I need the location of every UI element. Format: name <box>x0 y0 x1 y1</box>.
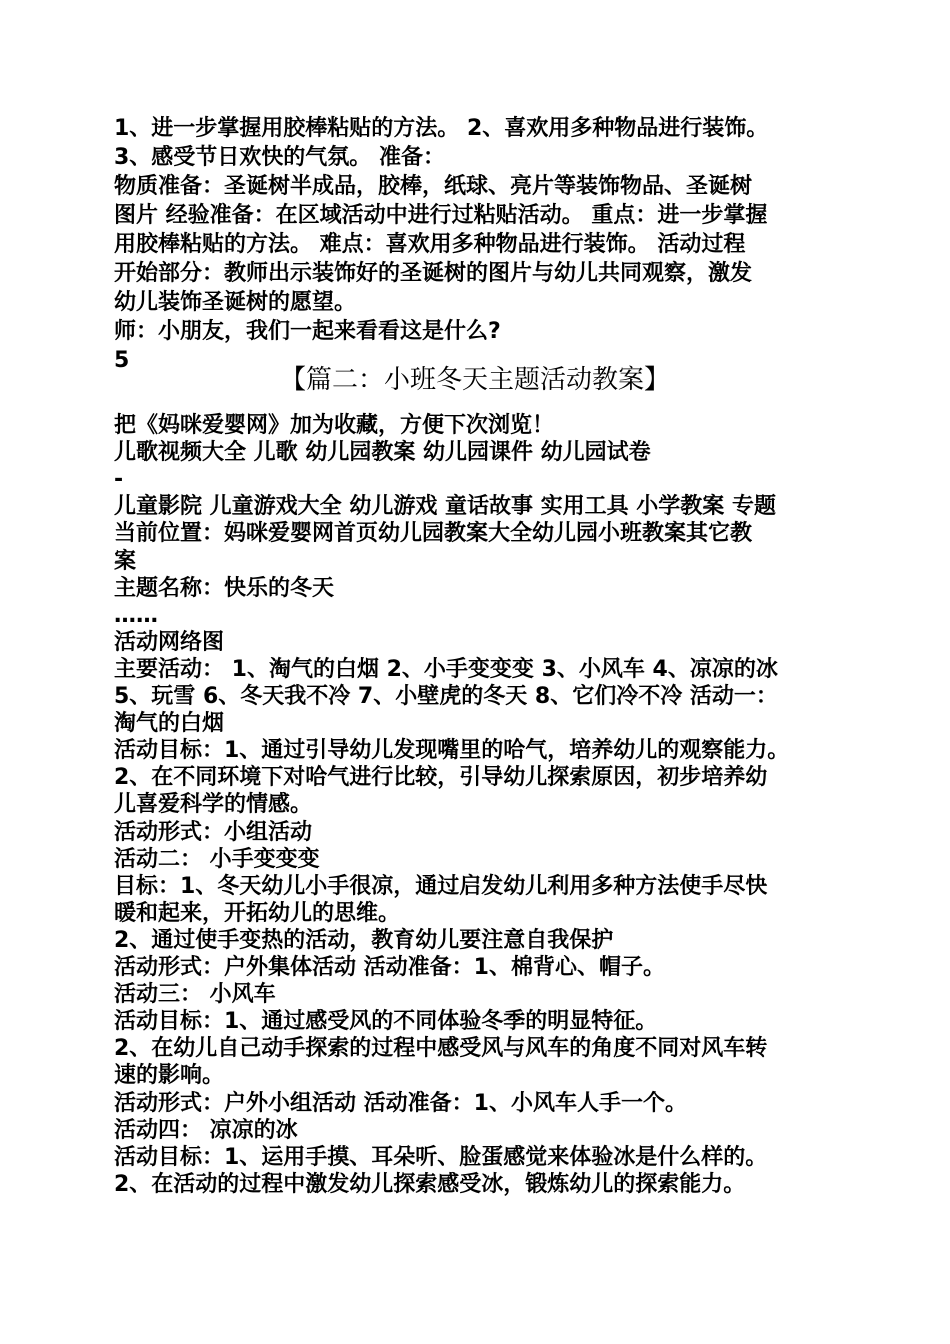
text-line: 活动三： 小风车 <box>114 982 276 1008</box>
text-line: 5、玩雪 6、冬天我不冷 7、小壁虎的冬天 8、它们冷不冷 活动一： <box>114 684 778 709</box>
text-line: 暖和起来，开拓幼儿的思维。 <box>114 900 401 926</box>
text-line: 速的影响。 <box>114 1063 225 1089</box>
text-line: 活动目标：1、通过引导幼儿发现嘴里的哈气，培养幼儿的观察能力。 <box>114 738 790 764</box>
text-line: 3、感受节日欢快的气氛。 准备： <box>114 145 445 170</box>
text-line: 主要活动： 1、淘气的白烟 2、小手变变变 3、小风车 4、凉凉的冰 <box>114 656 778 682</box>
text-line: 儿喜爱科学的情感。 <box>114 792 313 818</box>
text-line: 主题名称：快乐的冬天 <box>114 575 335 601</box>
text-line: 活动二： 小手变变变 <box>114 846 320 872</box>
text-line: 2、通过使手变热的活动，教育幼儿要注意自我保护 <box>114 927 614 953</box>
text-line: 活动目标：1、运用手摸、耳朵听、脸蛋感觉来体验冰是什么样的。 <box>114 1144 768 1170</box>
text-line: 师：小朋友，我们一起来看看这是什么? <box>114 319 501 344</box>
text-line: 淘气的白烟 <box>114 711 225 737</box>
text-line: 2、在不同环境下对哈气进行比较，引导幼儿探索原因，初步培养幼 <box>114 765 768 791</box>
text-line: 活动形式：户外集体活动 活动准备：1、棉背心、帽子。 <box>114 955 665 980</box>
text-line: 物质准备：圣诞树半成品，胶棒，纸球、亮片等装饰物品、圣诞树 <box>114 174 753 199</box>
text-line: 活动形式：户外小组活动 活动准备：1、小风车人手一个。 <box>114 1090 687 1116</box>
text-line: 1、进一步掌握用胶棒粘贴的方法。 2、喜欢用多种物品进行装饰。 <box>114 116 769 141</box>
text-line: 图片 经验准备：在区域活动中进行过粘贴活动。 重点：进一步掌握 <box>114 203 768 228</box>
text-line: 把《妈咪爱婴网》加为收藏，方便下次浏览！ <box>114 413 555 438</box>
text-line: 活动四： 凉凉的冰 <box>114 1117 298 1143</box>
text-line: 目标：1、冬天幼儿小手很凉，通过启发幼儿利用多种方法使手尽快 <box>114 873 768 899</box>
text-line: 儿歌视频大全 儿歌 幼儿园教案 幼儿园课件 幼儿园试卷 <box>114 440 651 466</box>
text-line: - <box>114 467 124 493</box>
text-line: 幼儿装饰圣诞树的愿望。 <box>114 290 357 315</box>
text-line: 2、在活动的过程中激发幼儿探索感受冰，锻炼幼儿的探索能力。 <box>114 1171 746 1197</box>
text-line: 2、在幼儿自己动手探索的过程中感受风与风车的角度不同对风车转 <box>114 1036 768 1062</box>
text-line: 用胶棒粘贴的方法。 难点：喜欢用多种物品进行装饰。 活动过程 <box>114 232 746 257</box>
text-line: 儿童影院 儿童游戏大全 幼儿游戏 童话故事 实用工具 小学教案 专题 <box>114 494 776 520</box>
text-line: 活动网络图 <box>114 629 225 655</box>
text-line: 5 <box>114 348 130 373</box>
text-line: 活动形式：小组活动 <box>114 819 313 845</box>
text-line: 当前位置：妈咪爱婴网首页幼儿园教案大全幼儿园小班教案其它教 <box>114 521 753 547</box>
text-line: 案 <box>114 548 137 574</box>
text-line: 活动目标：1、通过感受风的不同体验冬季的明显特征。 <box>114 1009 658 1035</box>
text-line: …… <box>114 602 158 628</box>
section-title: 【篇二：小班冬天主题活动教案】 <box>279 365 670 395</box>
text-line: 开始部分：教师出示装饰好的圣诞树的图片与幼儿共同观察，激发 <box>114 261 753 286</box>
